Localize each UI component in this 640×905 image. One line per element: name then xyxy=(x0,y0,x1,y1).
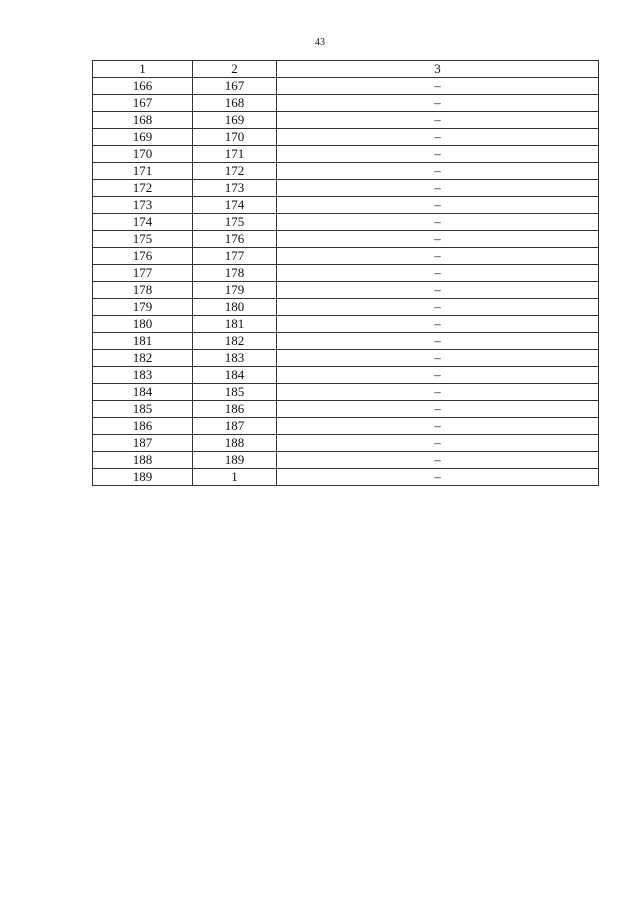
table-cell-col2: 178 xyxy=(193,265,277,282)
table-cell-col3: – xyxy=(277,129,599,146)
table-cell-col1: 173 xyxy=(93,197,193,214)
table-row xyxy=(93,129,599,146)
table-cell-col2: 175 xyxy=(193,214,277,231)
table-cell-col1: 188 xyxy=(93,452,193,469)
table-cell-col1: 180 xyxy=(93,316,193,333)
table-cell-col3: – xyxy=(277,112,599,129)
table-row xyxy=(93,333,599,350)
table-cell-col2: 186 xyxy=(193,401,277,418)
table-cell-col2: 173 xyxy=(193,180,277,197)
table-cell-col1: 174 xyxy=(93,214,193,231)
table-cell-col3: – xyxy=(277,333,599,350)
table-cell-col1: 189 xyxy=(93,469,193,486)
table-cell-col1: 169 xyxy=(93,129,193,146)
table-cell-col1: 176 xyxy=(93,248,193,265)
table-cell-col1: 181 xyxy=(93,333,193,350)
table-cell-col2: 172 xyxy=(193,163,277,180)
table-cell-col3: – xyxy=(277,265,599,282)
table-cell-col1: 187 xyxy=(93,435,193,452)
table-cell-col2: 183 xyxy=(193,350,277,367)
table-cell-col2: 168 xyxy=(193,95,277,112)
table-cell-col2: 179 xyxy=(193,282,277,299)
table-cell-col3: – xyxy=(277,231,599,248)
table-cell-col2: 185 xyxy=(193,384,277,401)
table-cell-col2: 180 xyxy=(193,299,277,316)
table-row xyxy=(93,197,599,214)
table-row xyxy=(93,95,599,112)
table-cell-col3: – xyxy=(277,435,599,452)
table-row xyxy=(93,418,599,435)
table-row xyxy=(93,112,599,129)
table-cell-col1: 178 xyxy=(93,282,193,299)
table-row xyxy=(93,401,599,418)
table-cell-col3: – xyxy=(277,350,599,367)
table-row xyxy=(93,384,599,401)
table-cell-col1: 172 xyxy=(93,180,193,197)
table-cell-col3: – xyxy=(277,401,599,418)
table-cell-col2: 167 xyxy=(193,78,277,95)
page-number: 43 xyxy=(315,37,325,48)
table-cell-col3: – xyxy=(277,163,599,180)
table-cell-col2: 176 xyxy=(193,231,277,248)
table-cell-col1: 175 xyxy=(93,231,193,248)
table-cell-col2: 1 xyxy=(193,469,277,486)
table-row xyxy=(93,78,599,95)
table-cell-col3: – xyxy=(277,469,599,486)
table-cell-col1: 166 xyxy=(93,78,193,95)
table-cell-col3: – xyxy=(277,418,599,435)
table-body xyxy=(93,78,599,486)
table-row xyxy=(93,299,599,316)
column-header-2: 2 xyxy=(193,61,277,78)
table-cell-col3: – xyxy=(277,282,599,299)
table-cell-col2: 177 xyxy=(193,248,277,265)
table-cell-col3: – xyxy=(277,367,599,384)
table-cell-col2: 181 xyxy=(193,316,277,333)
table-cell-col3: – xyxy=(277,197,599,214)
table-cell-col2: 184 xyxy=(193,367,277,384)
table-row xyxy=(93,435,599,452)
table-cell-col3: – xyxy=(277,214,599,231)
table-cell-col1: 170 xyxy=(93,146,193,163)
table-cell-col1: 179 xyxy=(93,299,193,316)
table-cell-col1: 182 xyxy=(93,350,193,367)
table-row xyxy=(93,316,599,333)
table-row xyxy=(93,367,599,384)
table-cell-col2: 188 xyxy=(193,435,277,452)
table-cell-col2: 187 xyxy=(193,418,277,435)
table-row xyxy=(93,163,599,180)
table-cell-col1: 168 xyxy=(93,112,193,129)
table-cell-col3: – xyxy=(277,452,599,469)
table-cell-col3: – xyxy=(277,95,599,112)
table-row xyxy=(93,282,599,299)
table-row xyxy=(93,265,599,282)
table-cell-col3: – xyxy=(277,384,599,401)
table-cell-col1: 171 xyxy=(93,163,193,180)
table-row xyxy=(93,146,599,163)
data-table xyxy=(92,60,599,486)
table-cell-col2: 182 xyxy=(193,333,277,350)
table-cell-col3: – xyxy=(277,78,599,95)
column-header-1: 1 xyxy=(93,61,193,78)
table-cell-col2: 189 xyxy=(193,452,277,469)
table-row xyxy=(93,248,599,265)
table-row xyxy=(93,180,599,197)
table-cell-col1: 184 xyxy=(93,384,193,401)
table-row xyxy=(93,469,599,486)
table-cell-col1: 185 xyxy=(93,401,193,418)
table-cell-col3: – xyxy=(277,180,599,197)
table-cell-col1: 183 xyxy=(93,367,193,384)
table-cell-col2: 174 xyxy=(193,197,277,214)
table-cell-col1: 167 xyxy=(93,95,193,112)
table-cell-col1: 177 xyxy=(93,265,193,282)
column-header-3: 3 xyxy=(277,61,599,78)
table-header-row xyxy=(93,61,599,78)
table-row xyxy=(93,231,599,248)
table-cell-col1: 186 xyxy=(93,418,193,435)
table-cell-col3: – xyxy=(277,299,599,316)
table-row xyxy=(93,214,599,231)
table-cell-col3: – xyxy=(277,146,599,163)
table-row xyxy=(93,350,599,367)
table-cell-col3: – xyxy=(277,316,599,333)
table-cell-col2: 171 xyxy=(193,146,277,163)
table-row xyxy=(93,452,599,469)
table-cell-col2: 169 xyxy=(193,112,277,129)
table-cell-col2: 170 xyxy=(193,129,277,146)
table-cell-col3: – xyxy=(277,248,599,265)
